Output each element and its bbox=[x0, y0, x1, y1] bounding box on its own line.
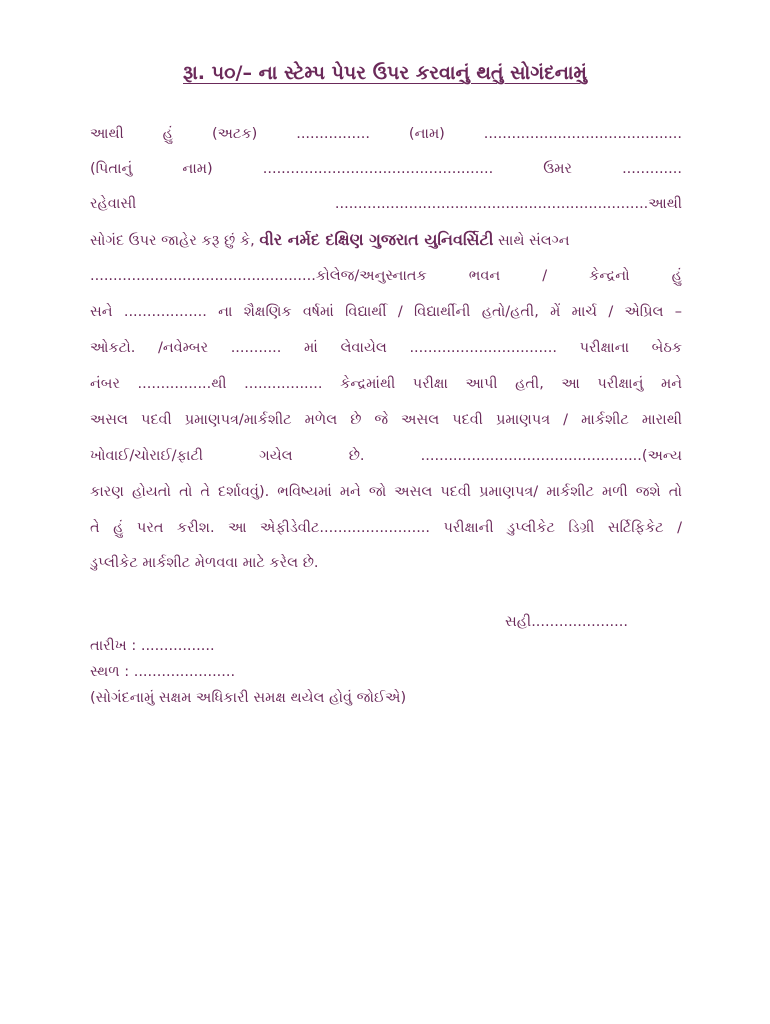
body-line-3: રહેવાસી ....................................................................આથી bbox=[90, 196, 682, 212]
document-title: રૂા. ૫૦/– ના સ્ટેમ્પ પેપર ઉપર કરવાનું થતું સોગંદનામું bbox=[183, 62, 587, 84]
body-line-9: અસલ પદવી પ્રમાણપત્ર/માર્કશીટ મળેલ છે જે અસલ પદવી પ્રમાણપત્ર / માર્કશીટ મારાથી bbox=[90, 412, 682, 428]
body-line-8: નંબર ................થી ................. કેન્દ્રમાંથી પરીક્ષા આપી હતી, આ પરીક્ષાનું મને bbox=[90, 376, 682, 392]
authority-note: (સોગંદનામું સક્ષમ અધિકારી સમક્ષ થયેલ હોવું જોઈએ) bbox=[90, 690, 407, 706]
place-field: સ્થળ : ...................... bbox=[90, 664, 236, 680]
date-field: તારીખ : ................ bbox=[90, 638, 215, 654]
body-line-2: (પિતાનું નામ) .................................................. ઉંમર ............. bbox=[90, 161, 682, 177]
body-line-6: સને .................. ના શૈક્ષણિક વર્ષમાં વિદ્યાર્થી / વિદ્યાર્થીની હતો/હતી, મેં માર્ચ / એપ્રિલ – bbox=[90, 304, 682, 320]
body-line-7: ઓકટો. /નવેમ્બર ........... માં લેવાયેલ ................................ પરીક્ષાના બેઠક bbox=[90, 340, 682, 356]
body-line-13: ડુપ્લીકેટ માર્કશીટ મેળવવા માટે કરેલ છે. bbox=[90, 555, 319, 571]
body-line-10: ખોવાઈ/ચોરાઈ/ફાટી ગયેલ છે. ................................................(અન્ય bbox=[90, 448, 682, 464]
university-name: વીર નર્મદ દક્ષિણ ગુજરાત યુનિવર્સિટી bbox=[259, 230, 494, 249]
body-line-4-suffix: સાથે સંલગ્ન bbox=[493, 233, 570, 249]
body-line-12: તે હું પરત કરીશ. આ એફીડેવીટ........................ પરીક્ષાની ડુપ્લીકેટ ડિગ્રી સર્ટિફિકેટ / bbox=[90, 520, 682, 536]
body-line-5: .................................................કોલેજ/અનુસ્નાતક ભવન / કેન્દ્રનો હું bbox=[90, 268, 682, 284]
body-line-1: આથી હું (અટક) ................ (નામ) ........................................... bbox=[90, 126, 682, 142]
signature-field: સહી..................... bbox=[505, 614, 628, 630]
body-line-11: કારણ હોયતો તો તે દર્શાવવું). ભવિષ્યમાં મને જો અસલ પદવી પ્રમાણપત્ર/ માર્કશીટ મળી જશે તો bbox=[90, 484, 682, 500]
body-line-4 bbox=[90, 230, 682, 251]
body-line-4-prefix: સોગંદ ઉપર જાહેર કરૂ છું કે, bbox=[90, 233, 260, 249]
